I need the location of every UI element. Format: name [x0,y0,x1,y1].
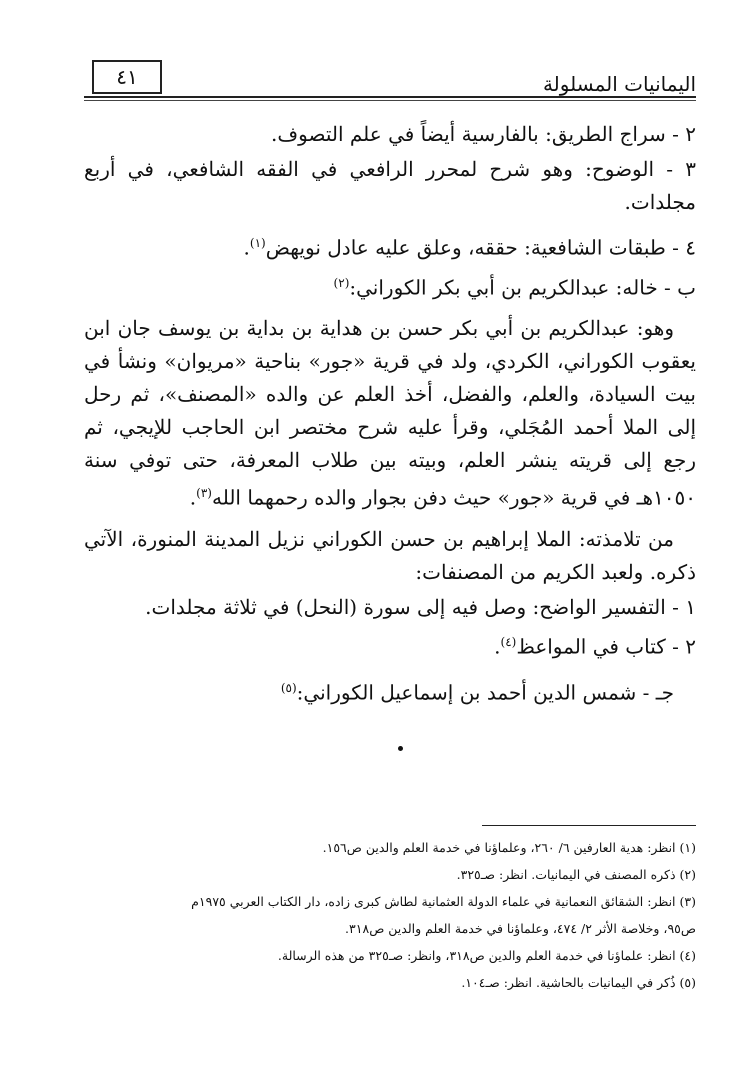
footnote-ref-1: (١) [249,236,266,250]
footnote-ref-3: (٣) [196,486,212,501]
ink-dot [398,746,403,751]
header-rule-thin [84,100,696,101]
body-text [84,118,696,717]
footnote-item: (١) انظر: هدية العارفين ٦/ ٢٦٠، وعلماؤنا في خدمة العلم والدين ص١٥٦. [322,840,696,855]
page-header [84,58,696,96]
paragraph-5-text: وهو: عبدالكريم بن أبي بكر حسن بن هداية بن بداية بن يوسف جان ابن يعقوب الكوراني، الكردي، ولد في قرية «جور» بناحية «مريوان» ونشأ في بيت السيادة، والعلم، والفضل، أخذ العلم عن والده «المصنف»، ثم رحل إلى الملا أحمد المُجَلي، وقرأ عليه شرح مختصر ابن الحاجب للإيجي، ثم رجع إلى قريته ينشر العلم، وبيته بين طلاب المعرفة، حتى توفي سنة ١٠٥٠هـ في قرية «جور» حيث دفن بجوار والده رحمهما الله [84,316,696,510]
paragraph-8 [84,626,696,664]
paragraph-8-end: . [494,634,501,659]
paragraph-1: ٢ - سراج الطريق: بالفارسية أيضاً في علم التصوف. [271,122,696,146]
paragraph-4-text: ب - خاله: عبدالكريم بن أبي بكر الكوراني: [349,275,696,300]
paragraph-9-text: جـ - شمس الدين أحمد بن إسماعيل الكوراني: [296,680,674,705]
paragraph-7: ١ - التفسير الواضح: وصل فيه إلى سورة (النحل) في ثلاثة مجلدات. [145,594,696,619]
paragraph-4 [84,267,696,305]
footnote-ref-5: (٥) [280,680,297,695]
paragraph-6: من تلامذته: الملا إبراهيم بن حسن الكوراني نزيل المدينة المنورة، الآتي ذكره. ولعبد الكريم من المصنفات: [84,526,696,584]
running-title: اليمانيات المسلولة [542,72,696,96]
footnote-item: (٥) ذُكر في اليمانيات بالحاشية. انظر: صـ١٠٤. [461,975,696,990]
footnote-ref-2: (٢) [333,275,350,290]
footnotes [84,834,696,996]
footnote-ref-4: (٤) [500,634,517,649]
paragraph-5-end: . [189,485,197,510]
paragraph-3 [84,227,696,265]
footnote-rule [482,825,696,826]
footnote-item: (٣) انظر: الشقائق النعمانية في علماء الدولة العثمانية لطاش كبرى زاده، دار الكتاب العربي ١٩٧٥م [191,894,696,909]
paragraph-3-text: ٤ - طبقات الشافعية: حققه، وعلق عليه عادل نويهض [265,235,696,260]
paragraph-9 [84,672,696,710]
footnote-item: (٤) انظر: علماؤنا في خدمة العلم والدين ص٣١٨، وانظر: صـ٣٢٥ من هذه الرسالة. [277,948,696,963]
paragraph-2: ٣ - الوضوح: وهو شرح لمحرر الرافعي في الفقه الشافعي، في أربع مجلدات. [84,157,696,214]
header-rule [84,96,696,98]
paragraph-3-end: . [243,235,250,260]
paragraph-5 [84,312,696,515]
page-number: ٤١ [92,60,162,94]
footnote-item: ص٩٥، وخلاصة الأثر ٢/ ٤٧٤، وعلماؤنا في خدمة العلم والدين ص٣١٨. [345,921,696,936]
paragraph-8-text: ٢ - كتاب في المواعظ [516,634,696,659]
footnote-item: (٢) ذكره المصنف في اليمانيات. انظر: صـ٣٢٥. [456,867,696,882]
